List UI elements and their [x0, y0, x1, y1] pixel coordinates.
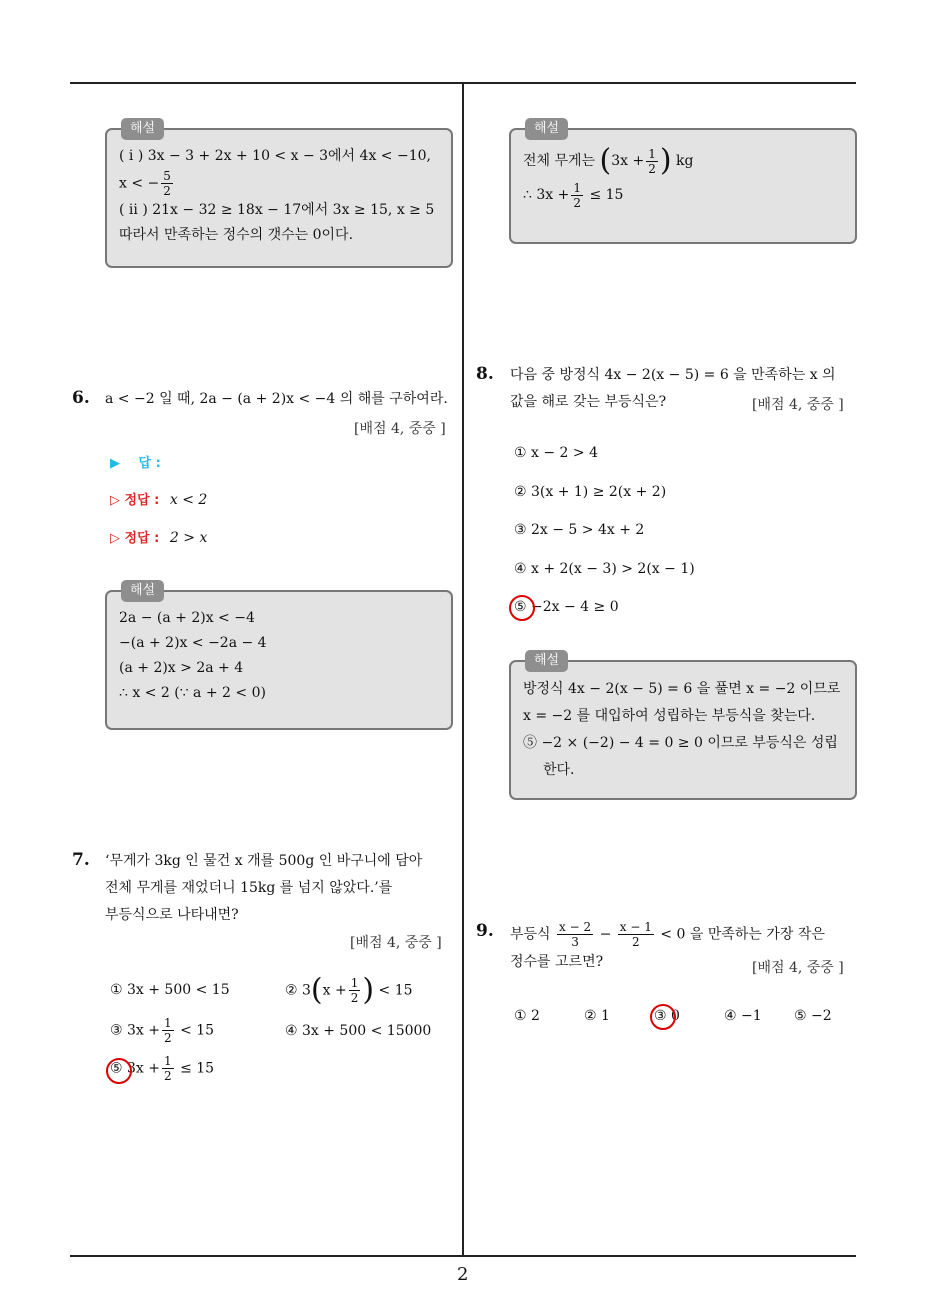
q7-option-5[interactable]: ⑤ 3x + $\frac{1}{2}$ ≤ 15 [110, 1054, 215, 1083]
solution-tag: 해설 [525, 650, 568, 672]
q9-option-1[interactable]: ① 2 [514, 1008, 540, 1024]
q7-option-3[interactable]: ③ 3x + $\frac{1}{2}$ < 15 [110, 1016, 215, 1045]
q7-number: 7. [72, 850, 90, 870]
q7-solution-line1: 전체 무게는 (3x + $\frac{1}{2}$ ) kg [523, 143, 694, 178]
q7-text: ‘무게가 3kg 인 물건 x 개를 500g 인 바구니에 담아 전체 무게를 재었더니 15kg 를 넘지 않았다.’를 부등식으로 나타내면? [105, 853, 423, 923]
q7-option-1[interactable]: ① 3x + 500 < 15 [110, 982, 230, 998]
triangle-right-icon: ▷ [110, 531, 120, 546]
q6-correct-1: ▷ 정답 : x < 2 [110, 492, 208, 508]
q9-text-line1: 부등식 $\frac{x - 2}{3}$ − $\frac{x - 1}{2}$ < 0 을 만족하는 가장 작은 [510, 920, 825, 949]
column-divider [462, 84, 464, 1256]
q5-solution-line1: ( i ) 3x − 3 + 2x + 10 < x − 3에서 4x < −10, [119, 148, 431, 164]
q9-option-4[interactable]: ④ −1 [724, 1008, 762, 1024]
q9-text: 부등식 $\frac{x - 2}{3}$ − $\frac{x - 1}{2}$ < 0 을 만족하는 가장 작은 정수를 고르면? [510, 920, 825, 970]
q9-option-5[interactable]: ⑤ −2 [794, 1008, 832, 1024]
q8-meta: [배점 4, 중중 ] [752, 397, 844, 413]
q9-option-2[interactable]: ② 1 [584, 1008, 610, 1024]
q8-number: 8. [476, 364, 494, 384]
solution-tag: 해설 [121, 118, 164, 140]
q5-solution-box [105, 121, 453, 268]
solution-tag: 해설 [525, 118, 568, 140]
triangle-right-icon: ▷ [110, 493, 120, 508]
q8-option-4[interactable]: ④ x + 2(x − 3) > 2(x − 1) [514, 561, 695, 577]
q8-solution-box [509, 653, 857, 800]
solution-tag: 해설 [121, 580, 164, 602]
q9-meta: [배점 4, 중중 ] [752, 960, 844, 976]
q6-solution-line: 2a − (a + 2)x < −4 [119, 610, 255, 626]
page-number: 2 [457, 1264, 469, 1285]
correct-answer-circle [650, 1004, 676, 1030]
q7-option-2[interactable]: ② 3(x + $\frac{1}{2}$ ) < 15 [285, 972, 413, 1008]
q8-solution-line: x = −2 를 대입하여 성립하는 부등식을 찾는다. [523, 708, 816, 724]
q6-solution-line: ∴ x < 2 (∵ a + 2 < 0) [119, 685, 266, 701]
correct-answer-circle [509, 595, 535, 621]
q6-answer-row: ▶ 답 : [110, 456, 161, 471]
q9-number: 9. [476, 921, 494, 941]
q9-option-3[interactable]: ③ 0 [654, 1008, 680, 1024]
q8-solution-line: ⑤ −2 × (−2) − 4 = 0 ≥ 0 이므로 부등식은 성립 [523, 735, 838, 751]
q8-option-2[interactable]: ② 3(x + 1) ≥ 2(x + 2) [514, 484, 667, 500]
q6-text: a < −2 일 때, 2a − (a + 2)x < −4 의 해를 구하여라. [105, 391, 448, 407]
q8-text: 다음 중 방정식 4x − 2(x − 5) = 6 을 만족하는 x 의 값을 해로 갖는 부등식은? [510, 367, 836, 410]
q7-meta: [배점 4, 중중 ] [350, 935, 442, 951]
q6-solution-line: −(a + 2)x < −2a − 4 [119, 635, 267, 651]
q5-solution-line2: x < − $\frac{5}{2}$ [119, 169, 171, 198]
bottom-rule [70, 1255, 856, 1257]
q6-number: 6. [72, 388, 90, 408]
q6-solution-line: (a + 2)x > 2a + 4 [119, 660, 244, 676]
q5-solution-line4: 따라서 만족하는 정수의 갯수는 0이다. [119, 227, 354, 243]
q8-solution-line: 한다. [543, 762, 575, 778]
correct-answer-circle [106, 1058, 132, 1084]
q8-option-3[interactable]: ③ 2x − 5 > 4x + 2 [514, 522, 645, 538]
q8-option-1[interactable]: ① x − 2 > 4 [514, 445, 598, 461]
q5-solution-line3: ( ii ) 21x − 32 ≥ 18x − 17에서 3x ≥ 15, x ≥ 5 [119, 202, 435, 218]
q6-meta: [배점 4, 중중 ] [354, 421, 446, 437]
q7-solution-box [509, 121, 857, 244]
q7-option-4[interactable]: ④ 3x + 500 < 15000 [285, 1023, 432, 1039]
q8-option-5[interactable]: ⑤ −2x − 4 ≥ 0 [514, 599, 619, 615]
q8-solution-line: 방정식 4x − 2(x − 5) = 6 을 풀면 x = −2 이므로 [523, 681, 841, 697]
q7-solution-line2: ∴ 3x + $\frac{1}{2}$ ≤ 15 [523, 180, 624, 210]
q6-correct-2: ▷ 정답 : 2 > x [110, 530, 208, 546]
play-icon: ▶ [110, 456, 120, 471]
q6-solution-box [105, 583, 453, 730]
